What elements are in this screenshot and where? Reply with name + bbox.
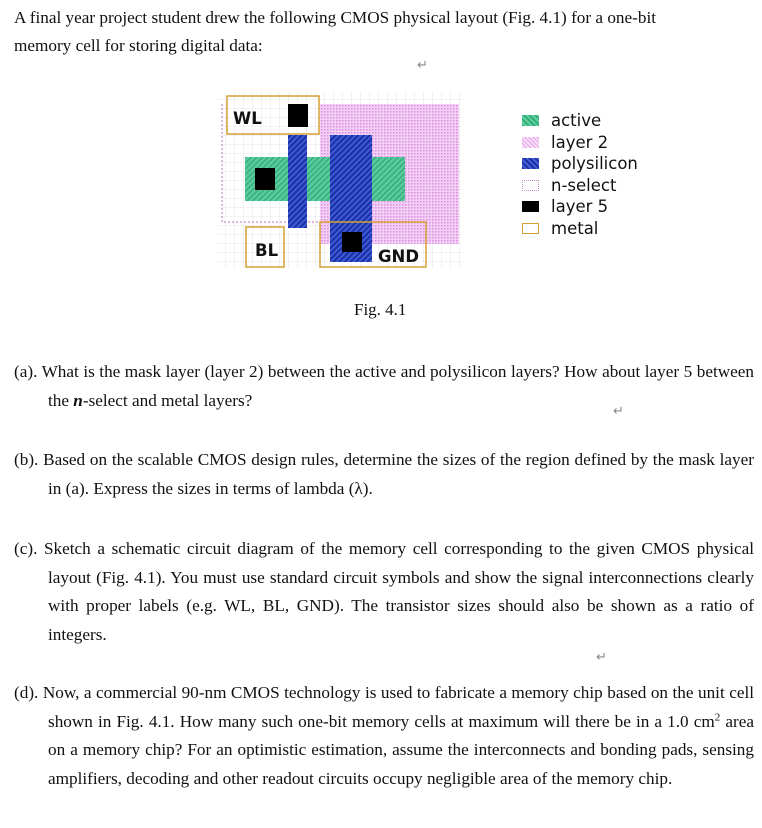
polysilicon-swatch-icon bbox=[522, 158, 539, 169]
label-bl: BL bbox=[255, 241, 279, 260]
metal-swatch-icon bbox=[522, 223, 539, 234]
contact-bl bbox=[255, 168, 275, 190]
legend-label: active bbox=[551, 111, 602, 131]
legend-item-layer2 bbox=[522, 132, 638, 154]
legend-item-polysilicon bbox=[522, 153, 638, 175]
paragraph-mark: ↵ bbox=[417, 58, 428, 73]
legend-label: polysilicon bbox=[551, 154, 638, 174]
question-c: (c). Sketch a schematic circuit diagram of the memory cell corresponding to the given CMOS physical layout (Fig. 4.1). You must use standard circuit symbols and show the signal interconnections clearly with proper labels (e.g. WL, BL, GND). The transistor sizes should also be shown as a ratio of integers. bbox=[14, 539, 754, 644]
legend-label: metal bbox=[551, 218, 599, 238]
legend-item-layer5 bbox=[522, 196, 638, 218]
intro-line-1: A final year project student drew the following CMOS physical layout (Fig. 4.1) for a one-bit bbox=[14, 8, 657, 27]
figure-legend bbox=[522, 110, 638, 239]
layer5-swatch-icon bbox=[522, 201, 539, 212]
legend-item-metal bbox=[522, 218, 638, 240]
legend-label: n-select bbox=[551, 175, 617, 195]
legend-label: layer 5 bbox=[551, 197, 609, 217]
paragraph-mark: ↵ bbox=[596, 650, 607, 665]
cmos-layout-figure bbox=[0, 0, 762, 300]
question-d-superscript: 2 bbox=[714, 710, 721, 723]
figure-caption: Fig. 4.1 bbox=[354, 300, 407, 319]
label-gnd: GND bbox=[378, 247, 420, 266]
question-a-italic: n bbox=[73, 390, 83, 410]
question-d bbox=[14, 679, 754, 793]
question-d-text: (d). Now, a commercial 90-nm CMOS technology is used to fabricate a memory chip based on the unit cell shown in Fig. 4.1. How many such one-bit memory cells at maximum will there be in a 1.0 cm bbox=[14, 683, 754, 731]
paragraph-mark: ↵ bbox=[613, 404, 624, 419]
label-wl: WL bbox=[233, 109, 262, 128]
n-select-swatch-icon bbox=[522, 180, 539, 191]
active-swatch-icon bbox=[522, 115, 539, 126]
poly-vertical-left bbox=[288, 135, 307, 228]
question-a-prefix: (a). bbox=[14, 362, 42, 381]
intro-line-2: memory cell for storing digital data: bbox=[14, 36, 263, 55]
question-a-text-end: -select and metal layers? bbox=[82, 390, 253, 410]
legend-label: layer 2 bbox=[551, 132, 609, 152]
legend-item-n-select bbox=[522, 175, 638, 197]
contact-gnd bbox=[342, 232, 362, 252]
layer2-swatch-icon bbox=[522, 137, 539, 148]
contact-wl bbox=[288, 104, 308, 127]
legend-item-active bbox=[522, 110, 638, 132]
question-d-text-end: area on a memory chip? For an optimistic estimation, assume the interconnects and bonding pads, sensing amplifiers, decoding and other readout circuits occupy negligible area of the memory chip. bbox=[48, 711, 754, 788]
question-a-text: What is the mask layer (layer 2) between the active and polysilicon layers? How about layer 5 between the bbox=[41, 362, 754, 410]
question-b: (b). Based on the scalable CMOS design rules, determine the sizes of the region defined by the mask layer in (a). Express the sizes in terms of lambda (λ). bbox=[14, 450, 754, 498]
question-a bbox=[14, 358, 754, 415]
